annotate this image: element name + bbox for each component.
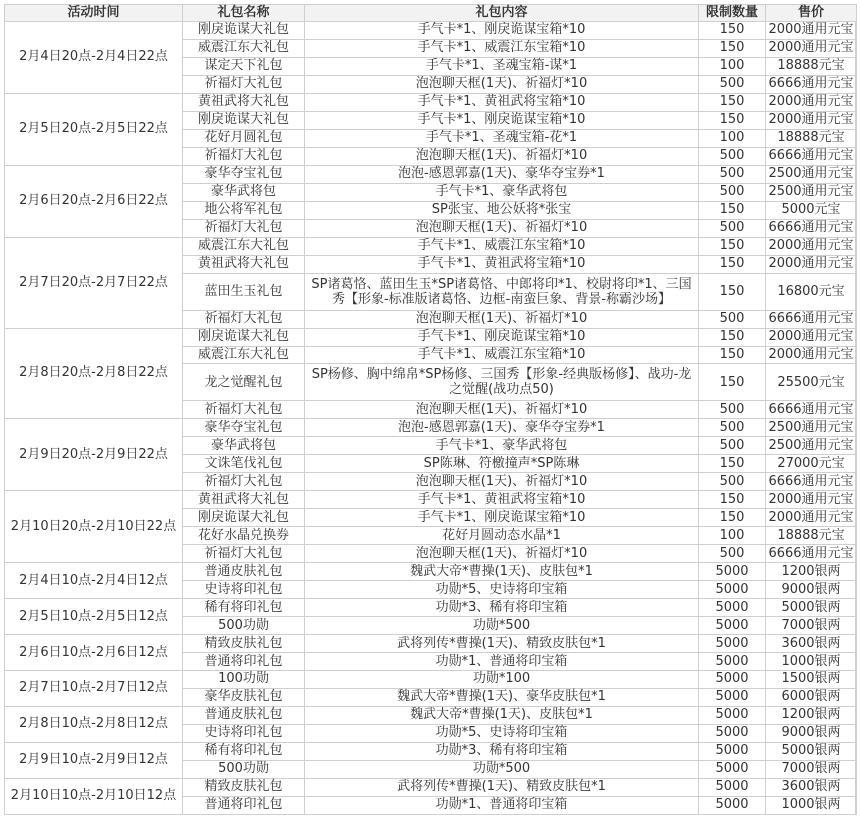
gift-name-cell: 精致皮肤礼包 [183,635,305,653]
gift-pack-schedule [4,4,856,815]
gift-content-cell: 功勋*5、史诗将印宝箱 [305,581,699,599]
limit-cell: 150 [699,455,766,473]
gift-name-cell: 威震江东大礼包 [183,39,305,57]
gift-content-cell: 手气卡*1、威震江东宝箱*10 [305,237,699,255]
gift-name-cell: 500功勋 [183,760,305,778]
table-row [5,599,857,617]
gift-content-cell: 花好月圆动态水晶*1 [305,527,699,545]
limit-cell: 150 [699,273,766,310]
gift-name-cell: 刚戾诡谋大礼包 [183,328,305,346]
gift-name-cell: 500功勋 [183,617,305,635]
table-row [5,237,857,255]
gift-name-cell: 文诛笔伐礼包 [183,455,305,473]
limit-cell: 5000 [699,563,766,581]
gift-content-cell: 泡泡-感恩郭嘉(1天)、豪华夺宝券*1 [305,165,699,183]
gift-content-cell: SP张宝、地公妖将*张宝 [305,201,699,219]
gift-name-cell: 豪华武将包 [183,183,305,201]
limit-cell: 150 [699,364,766,401]
gift-name-cell: 稀有将印礼包 [183,599,305,617]
price-cell: 3600银两 [766,778,857,796]
limit-cell: 500 [699,183,766,201]
table-row [5,778,857,796]
activity-time-cell: 2月7日10点-2月7日12点 [5,671,183,707]
limit-cell: 5000 [699,688,766,706]
limit-cell: 150 [699,22,766,40]
activity-time-cell: 2月8日10点-2月8日12点 [5,706,183,742]
table-row [5,328,857,346]
price-cell: 16800元宝 [766,273,857,310]
gift-name-cell: 精致皮肤礼包 [183,778,305,796]
gift-content-cell: 手气卡*1、刚戾诡谋宝箱*10 [305,509,699,527]
price-cell: 1200银两 [766,706,857,724]
limit-cell: 500 [699,147,766,165]
price-cell: 6666通用元宝 [766,310,857,328]
activity-time-cell: 2月4日10点-2月4日12点 [5,563,183,599]
activity-time-cell: 2月9日20点-2月9日22点 [5,419,183,491]
gift-name-cell: 祈福灯大礼包 [183,219,305,237]
price-cell: 2000通用元宝 [766,93,857,111]
limit-cell: 500 [699,419,766,437]
gift-content-cell: 功勋*5、史诗将印宝箱 [305,724,699,742]
gift-content-cell: 手气卡*1、黄祖武将宝箱*10 [305,491,699,509]
gift-name-cell: 蓝田生玉礼包 [183,273,305,310]
gift-content-cell: 手气卡*1、圣魂宝箱-花*1 [305,129,699,147]
activity-time-cell: 2月9日10点-2月9日12点 [5,742,183,778]
price-cell: 6666通用元宝 [766,473,857,491]
gift-content-cell: 泡泡聊天框(1天)、祈福灯*10 [305,473,699,491]
limit-cell: 150 [699,39,766,57]
table-row [5,22,857,40]
gift-content-cell: 手气卡*1、豪华武将包 [305,437,699,455]
gift-name-cell: 普通皮肤礼包 [183,563,305,581]
activity-time-cell: 2月8日20点-2月8日22点 [5,328,183,419]
gift-name-cell: 刚戾诡谋大礼包 [183,111,305,129]
price-cell: 2000通用元宝 [766,328,857,346]
table-body [5,22,857,815]
gift-name-cell: 稀有将印礼包 [183,742,305,760]
price-cell: 2000通用元宝 [766,255,857,273]
table-row [5,93,857,111]
activity-time-cell: 2月7日20点-2月7日22点 [5,237,183,328]
gift-name-cell: 祈福灯大礼包 [183,310,305,328]
gift-name-cell: 豪华武将包 [183,437,305,455]
header-limit: 限制数量 [699,5,766,22]
gift-content-cell: 魏武大帝*曹操(1天)、豪华皮肤包*1 [305,688,699,706]
gift-content-cell: 魏武大帝*曹操(1天)、皮肤包*1 [305,563,699,581]
gift-content-cell: 功勋*1、普通将印宝箱 [305,653,699,671]
price-cell: 3600银两 [766,635,857,653]
price-cell: 9000银两 [766,724,857,742]
limit-cell: 100 [699,527,766,545]
gift-content-cell: 功勋*1、普通将印宝箱 [305,796,699,814]
price-cell: 27000元宝 [766,455,857,473]
limit-cell: 5000 [699,778,766,796]
header-time: 活动时间 [5,5,183,22]
gift-name-cell: 祈福灯大礼包 [183,75,305,93]
price-cell: 6000银两 [766,688,857,706]
activity-time-cell: 2月10日10点-2月10日12点 [5,778,183,814]
limit-cell: 500 [699,473,766,491]
limit-cell: 500 [699,219,766,237]
gift-content-cell: 泡泡-感恩郭嘉(1天)、豪华夺宝券*1 [305,419,699,437]
price-cell: 2500通用元宝 [766,419,857,437]
limit-cell: 150 [699,509,766,527]
price-cell: 2000通用元宝 [766,509,857,527]
gift-name-cell: 威震江东大礼包 [183,346,305,364]
gift-content-cell: 功勋*500 [305,760,699,778]
table-row [5,742,857,760]
limit-cell: 500 [699,401,766,419]
gift-content-cell: 泡泡聊天框(1天)、祈福灯*10 [305,147,699,165]
price-cell: 1000银两 [766,653,857,671]
price-cell: 2000通用元宝 [766,39,857,57]
price-cell: 7000银两 [766,617,857,635]
price-cell: 2000通用元宝 [766,22,857,40]
limit-cell: 150 [699,111,766,129]
price-cell: 6666通用元宝 [766,219,857,237]
limit-cell: 150 [699,328,766,346]
limit-cell: 150 [699,346,766,364]
price-cell: 1000银两 [766,796,857,814]
limit-cell: 150 [699,201,766,219]
limit-cell: 5000 [699,796,766,814]
activity-time-cell: 2月5日10点-2月5日12点 [5,599,183,635]
gift-content-cell: 武将列传*曹操(1天)、精致皮肤包*1 [305,635,699,653]
price-cell: 1500银两 [766,671,857,689]
gift-content-cell: 魏武大帝*曹操(1天)、皮肤包*1 [305,706,699,724]
gift-content-cell: 泡泡聊天框(1天)、祈福灯*10 [305,545,699,563]
price-cell: 18888元宝 [766,527,857,545]
table-row [5,563,857,581]
limit-cell: 5000 [699,724,766,742]
gift-name-cell: 普通将印礼包 [183,796,305,814]
limit-cell: 5000 [699,653,766,671]
gift-name-cell: 祈福灯大礼包 [183,473,305,491]
limit-cell: 500 [699,545,766,563]
gift-content-cell: 手气卡*1、威震江东宝箱*10 [305,346,699,364]
limit-cell: 5000 [699,742,766,760]
gift-name-cell: 威震江东大礼包 [183,237,305,255]
price-cell: 18888元宝 [766,57,857,75]
gift-content-cell: SP诸葛恪、蓝田生玉*SP诸葛恪、中郎将印*1、校尉将印*1、三国秀【形象-标准版诸葛恪、边框-南蛮巨象、背景-称霸沙场】 [305,273,699,310]
table-row [5,671,857,689]
limit-cell: 500 [699,165,766,183]
gift-content-cell: 手气卡*1、黄祖武将宝箱*10 [305,255,699,273]
gift-name-cell: 100功勋 [183,671,305,689]
activity-time-cell: 2月6日10点-2月6日12点 [5,635,183,671]
price-cell: 2000通用元宝 [766,111,857,129]
gift-content-cell: 手气卡*1、威震江东宝箱*10 [305,39,699,57]
price-cell: 7000银两 [766,760,857,778]
table-row [5,419,857,437]
gift-name-cell: 龙之觉醒礼包 [183,364,305,401]
gift-name-cell: 普通皮肤礼包 [183,706,305,724]
limit-cell: 500 [699,75,766,93]
gift-content-cell: 手气卡*1、刚戾诡谋宝箱*10 [305,22,699,40]
gift-content-cell: 功勋*500 [305,617,699,635]
price-cell: 6666通用元宝 [766,147,857,165]
gift-name-cell: 刚戾诡谋大礼包 [183,22,305,40]
gift-name-cell: 祈福灯大礼包 [183,401,305,419]
gift-name-cell: 史诗将印礼包 [183,724,305,742]
gift-content-cell: 手气卡*1、豪华武将包 [305,183,699,201]
gift-content-cell: 手气卡*1、黄祖武将宝箱*10 [305,93,699,111]
gift-content-cell: 功勋*100 [305,671,699,689]
limit-cell: 150 [699,237,766,255]
gift-content-cell: 泡泡聊天框(1天)、祈福灯*10 [305,310,699,328]
header-content: 礼包内容 [305,5,699,22]
gift-content-cell: SP陈琳、符檄撞声*SP陈琳 [305,455,699,473]
limit-cell: 500 [699,310,766,328]
gift-name-cell: 祈福灯大礼包 [183,545,305,563]
limit-cell: 150 [699,93,766,111]
limit-cell: 100 [699,129,766,147]
gift-name-cell: 祈福灯大礼包 [183,147,305,165]
activity-time-cell: 2月5日20点-2月5日22点 [5,93,183,165]
table-row [5,491,857,509]
header-name: 礼包名称 [183,5,305,22]
limit-cell: 5000 [699,581,766,599]
gift-name-cell: 豪华皮肤礼包 [183,688,305,706]
gift-name-cell: 地公将军礼包 [183,201,305,219]
price-cell: 25500元宝 [766,364,857,401]
price-cell: 2500通用元宝 [766,165,857,183]
gift-content-cell: 功勋*3、稀有将印宝箱 [305,742,699,760]
activity-time-cell: 2月10日20点-2月10日22点 [5,491,183,563]
price-cell: 6666通用元宝 [766,75,857,93]
price-cell: 5000银两 [766,599,857,617]
gift-name-cell: 豪华夺宝礼包 [183,419,305,437]
table-row [5,165,857,183]
limit-cell: 150 [699,491,766,509]
price-cell: 6666通用元宝 [766,401,857,419]
gift-name-cell: 豪华夺宝礼包 [183,165,305,183]
limit-cell: 5000 [699,760,766,778]
price-cell: 9000银两 [766,581,857,599]
limit-cell: 100 [699,57,766,75]
header-price: 售价 [766,5,857,22]
gift-name-cell: 黄祖武将大礼包 [183,491,305,509]
table-row [5,635,857,653]
price-cell: 2000通用元宝 [766,237,857,255]
table-row [5,706,857,724]
gift-content-cell: 泡泡聊天框(1天)、祈福灯*10 [305,219,699,237]
gift-pack-table [4,4,857,815]
limit-cell: 5000 [699,635,766,653]
gift-content-cell: 泡泡聊天框(1天)、祈福灯*10 [305,401,699,419]
gift-name-cell: 普通将印礼包 [183,653,305,671]
price-cell: 18888元宝 [766,129,857,147]
gift-content-cell: 手气卡*1、刚戾诡谋宝箱*10 [305,111,699,129]
gift-name-cell: 花好水晶兑换券 [183,527,305,545]
limit-cell: 5000 [699,706,766,724]
activity-time-cell: 2月4日20点-2月4日22点 [5,22,183,94]
gift-content-cell: 泡泡聊天框(1天)、祈福灯*10 [305,75,699,93]
gift-content-cell: SP杨修、胸中绵帛*SP杨修、三国秀【形象-经典版杨修】、战功-龙之觉醒(战功点50) [305,364,699,401]
price-cell: 2500通用元宝 [766,437,857,455]
price-cell: 5000元宝 [766,201,857,219]
price-cell: 1200银两 [766,563,857,581]
price-cell: 6666通用元宝 [766,545,857,563]
gift-name-cell: 刚戾诡谋大礼包 [183,509,305,527]
table-header-row [5,5,857,22]
activity-time-cell: 2月6日20点-2月6日22点 [5,165,183,237]
limit-cell: 5000 [699,599,766,617]
limit-cell: 500 [699,437,766,455]
gift-name-cell: 史诗将印礼包 [183,581,305,599]
gift-name-cell: 黄祖武将大礼包 [183,255,305,273]
limit-cell: 5000 [699,617,766,635]
gift-name-cell: 谋定天下礼包 [183,57,305,75]
price-cell: 2500通用元宝 [766,183,857,201]
price-cell: 5000银两 [766,742,857,760]
gift-content-cell: 手气卡*1、刚戾诡谋宝箱*10 [305,328,699,346]
gift-content-cell: 功勋*3、稀有将印宝箱 [305,599,699,617]
limit-cell: 5000 [699,671,766,689]
limit-cell: 150 [699,255,766,273]
price-cell: 2000通用元宝 [766,491,857,509]
gift-name-cell: 黄祖武将大礼包 [183,93,305,111]
price-cell: 2000通用元宝 [766,346,857,364]
gift-name-cell: 花好月圆礼包 [183,129,305,147]
gift-content-cell: 武将列传*曹操(1天)、精致皮肤包*1 [305,778,699,796]
gift-content-cell: 手气卡*1、圣魂宝箱-谋*1 [305,57,699,75]
